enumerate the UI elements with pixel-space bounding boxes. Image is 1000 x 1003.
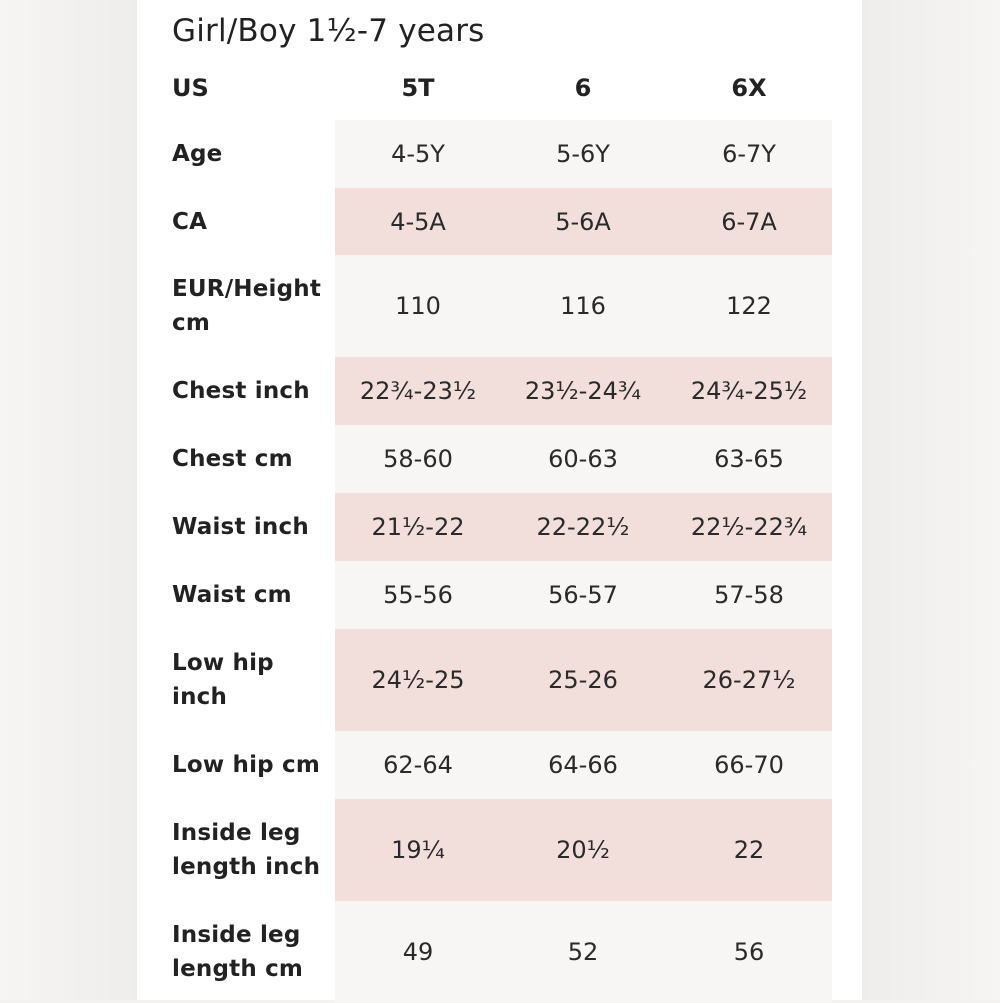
- table-cell: 116: [560, 292, 606, 320]
- table-row: [0, 188, 1000, 255]
- row-label: Inside leg length cm: [172, 922, 304, 982]
- table-cell: 23½-24¾: [524, 377, 642, 405]
- row-label: Low hip cm: [172, 752, 321, 778]
- table-cell: 22-22½: [536, 513, 630, 541]
- table-cell: 58-60: [383, 445, 453, 473]
- table-cell: 24½-25: [371, 666, 465, 694]
- table-cell: 63-65: [714, 445, 784, 473]
- table-cell: 122: [726, 292, 772, 320]
- header-size-col-2: 6: [574, 74, 592, 102]
- table-cell: 64-66: [548, 751, 618, 779]
- table-cell: 19¼: [391, 836, 445, 864]
- header-label: US: [172, 74, 209, 102]
- table-cell: 55-56: [383, 581, 453, 609]
- table-cell: 21½-22: [371, 513, 465, 541]
- table-row: [0, 629, 1000, 731]
- row-label: Low hip inch: [172, 650, 274, 710]
- table-cell: 25-26: [548, 666, 618, 694]
- table-row: [0, 731, 1000, 799]
- row-label: Waist cm: [172, 582, 292, 608]
- table-row: [0, 425, 1000, 493]
- size-header-row: [0, 66, 1000, 110]
- table-cell: 49: [402, 938, 434, 966]
- table-cell: 52: [567, 938, 599, 966]
- table-cell: 66-70: [714, 751, 784, 779]
- table-cell: 60-63: [548, 445, 618, 473]
- table-row: [0, 561, 1000, 629]
- table-row: [0, 799, 1000, 901]
- table-cell: 26-27½: [702, 666, 796, 694]
- table-cell: 22¾-23½: [359, 377, 477, 405]
- row-label: Age: [172, 141, 223, 167]
- table-cell: 6-7Y: [722, 140, 776, 168]
- table-cell: 24¾-25½: [690, 377, 808, 405]
- table-cell: 110: [395, 292, 441, 320]
- table-row: [0, 120, 1000, 188]
- table-cell: 22½-22¾: [690, 513, 808, 541]
- table-cell: 5-6Y: [556, 140, 610, 168]
- table-cell: 20½: [556, 836, 610, 864]
- row-label: Chest inch: [172, 378, 310, 404]
- table-row: [0, 493, 1000, 561]
- row-label: Waist inch: [172, 514, 309, 540]
- row-label: Inside leg length inch: [172, 820, 321, 880]
- table-cell: 5-6A: [555, 207, 611, 236]
- table-cell: 22: [733, 836, 765, 864]
- size-chart-title: Girl/Boy 1½-7 years: [172, 13, 485, 49]
- table-cell: 4-5Y: [391, 140, 445, 168]
- table-row: [0, 255, 1000, 357]
- row-label: Chest cm: [172, 446, 293, 472]
- size-table-body: [0, 120, 1000, 1003]
- row-label: CA: [172, 208, 208, 235]
- table-cell: 6-7A: [721, 207, 777, 236]
- header-size-col-1: 5T: [401, 74, 435, 102]
- table-cell: 57-58: [714, 581, 784, 609]
- table-row: [0, 357, 1000, 425]
- row-label: EUR/Height cm: [172, 276, 322, 336]
- table-cell: 56-57: [548, 581, 618, 609]
- table-cell: 4-5A: [390, 207, 446, 236]
- header-size-col-3: 6X: [731, 74, 767, 102]
- table-cell: 56: [733, 938, 765, 966]
- table-cell: 62-64: [383, 751, 453, 779]
- table-row: [0, 901, 1000, 1003]
